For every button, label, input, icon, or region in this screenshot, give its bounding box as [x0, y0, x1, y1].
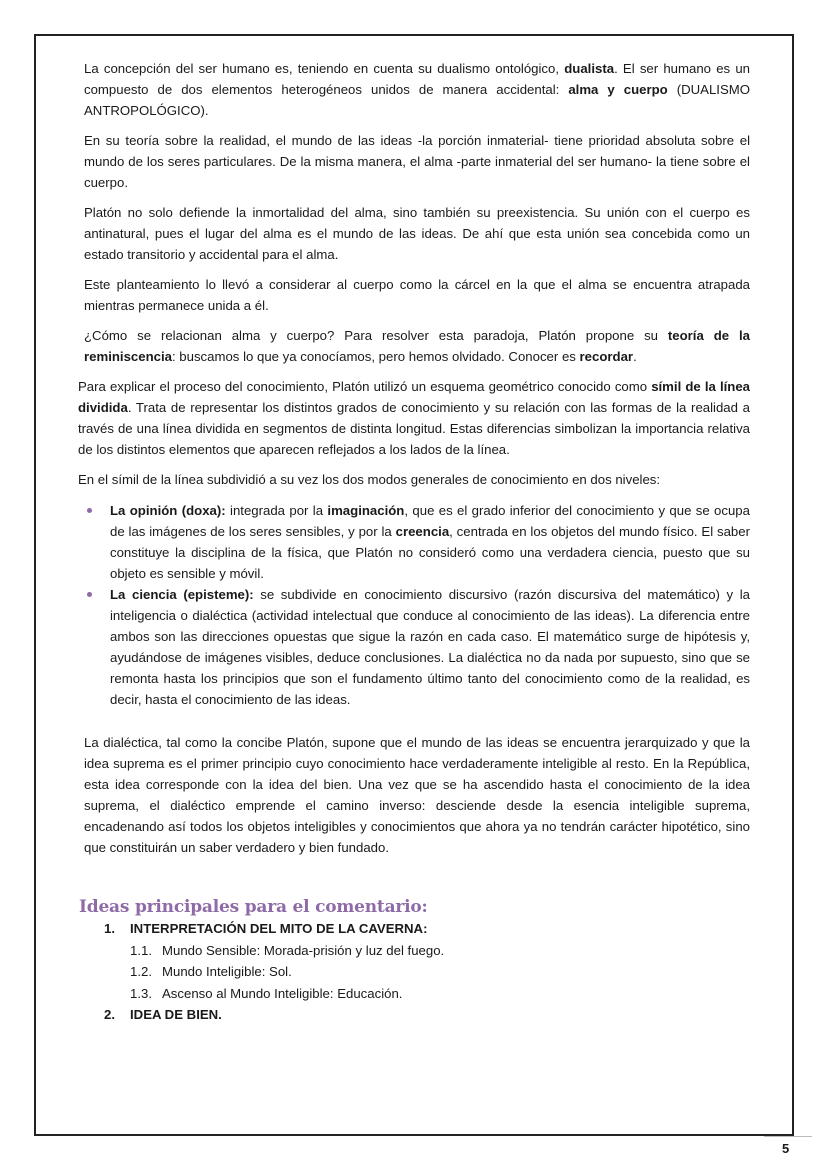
- outline-sublabel: Mundo Inteligible: Sol.: [162, 964, 292, 979]
- outline-number: 1.: [104, 921, 115, 936]
- outline-subitem: [104, 983, 444, 1005]
- outline-label: INTERPRETACIÓN DEL MITO DE LA CAVERNA:: [130, 921, 428, 936]
- dialectica-paragraph: [84, 732, 750, 867]
- outline-label: IDEA DE BIEN.: [130, 1007, 222, 1022]
- outline-list: [104, 918, 444, 1026]
- text-run: integrada por la: [225, 503, 328, 518]
- paragraph: [84, 274, 750, 316]
- knowledge-levels-list: [80, 500, 750, 710]
- paragraph: [84, 58, 750, 121]
- text-run: La concepción del ser humano es, teniendo en cuenta su dualismo ontológico,: [84, 61, 565, 76]
- outline-subnumber: 1.2.: [130, 964, 152, 979]
- bold-term: creencia: [395, 524, 450, 539]
- intro-paragraphs: [84, 58, 750, 376]
- bold-term: recordar: [579, 349, 634, 364]
- bold-term: teoría de la reminiscencia: [84, 328, 750, 364]
- text-run: .: [633, 349, 637, 364]
- outline-subitem: [104, 940, 444, 962]
- bold-term: símil de la línea dividida: [78, 379, 751, 415]
- bullet-icon: [87, 508, 92, 513]
- text-run: se subdivide en conocimiento discursivo (razón discursiva del matemático) y la inteligencia o dialéctica (actividad intelectual que conduce al conocimiento de las ideas). La diferencia entre ambos son las direcciones opuestas que sigue la razón en cada caso. El matemático surge de hipótesis y, ayudándose de imágenes visibles, deduce conclusiones. La dialéctica no da nada por supuesto, sino que se remonta hasta los principios que son el fundamento último tanto del conocimiento como de la realidad, es decir, hasta el conocimiento de las ideas.: [110, 587, 750, 707]
- text-run: Platón no solo defiende la inmortalidad del alma, sino también su preexistencia. Su unión con el cuerpo es antinatural, pues el lugar del alma es el mundo de las ideas. De ahí que esta unión sea concebida como un estado transitorio y accidental para el alma.: [84, 205, 750, 262]
- page-number: 5: [782, 1141, 790, 1156]
- bold-term: alma y cuerpo: [568, 82, 668, 97]
- outline-item: [104, 1004, 444, 1026]
- linea-dividida-paragraphs: [78, 376, 750, 499]
- outline-subnumber: 1.1.: [130, 942, 152, 958]
- outline-sublabel: Ascenso al Mundo Inteligible: Educación.: [162, 985, 403, 1001]
- outline-number: 2.: [104, 1007, 115, 1022]
- text-run: , centrada en los objetos del mundo físico. El saber constituye la disciplina de la física, que Platón no consideró como una verdadera ciencia, puesto que su objeto es sensible y móvil.: [110, 524, 750, 581]
- bullet-item: [80, 500, 750, 584]
- text-run: En su teoría sobre la realidad, el mundo de las ideas -la porción inmaterial- tiene prioridad absoluta sobre el mundo de los seres particulares. De la misma manera, el alma -parte inmaterial del ser humano- la tiene sobre el cuerpo.: [84, 133, 750, 190]
- text-run: : buscamos lo que ya conocíamos, pero hemos olvidado. Conocer es: [171, 349, 580, 364]
- outline-item: [104, 918, 444, 940]
- paragraph: [78, 376, 750, 460]
- outline-sublabel: Mundo Sensible: Morada-prisión y luz del fuego.: [162, 942, 445, 958]
- bold-term: La ciencia (episteme):: [110, 587, 254, 602]
- paragraph: [84, 202, 750, 265]
- bold-term: imaginación: [327, 503, 405, 518]
- closing-paragraph: La dialéctica, tal como la concibe Platón, supone que el mundo de las ideas se encuentra jerarquizado y que la idea suprema es el primer principio cuyo conocimiento hace verdaderamente inteligible al resto. En la República, esta idea corresponde con la idea del bien. Una vez que se ha ascendido hasta el conocimiento de la idea suprema, el dialéctico emprende el camino inverso: desciende desde la esencia inteligible suprema, encadenando así todos los objetos inteligibles y conocimientos que ahora ya no tendrán carácter hipotético, sino que constituirán un saber verdadero y bien fundado.: [84, 735, 750, 855]
- text-run: Para explicar el proceso del conocimiento, Platón utilizó un esquema geométrico conocido como: [78, 379, 652, 394]
- text-run: En el símil de la línea subdividió a su vez los dos modos generales de conocimiento en dos niveles:: [78, 472, 661, 487]
- bold-term: dualista: [564, 61, 615, 76]
- section-heading: Ideas principales para el comentario:: [79, 897, 428, 917]
- text-run: , que es el grado inferior del conocimiento y que se ocupa de las imágenes de los seres sensibles, y por la: [110, 503, 750, 539]
- text-run: Este planteamiento lo llevó a considerar al cuerpo como la cárcel en la que el alma se encuentra atrapada mientras permanece unida a él.: [84, 277, 750, 313]
- bullet-icon: [87, 592, 92, 597]
- outline-subnumber: 1.3.: [130, 985, 152, 1001]
- bold-term: La opinión (doxa):: [110, 503, 226, 518]
- paragraph: [84, 325, 750, 367]
- paragraph: [78, 469, 750, 490]
- paragraph: [84, 130, 750, 193]
- text-run: . Trata de representar los distintos grados de conocimiento y su relación con las formas de la realidad a través de una línea dividida en segmentos de distinta longitud. Estas diferencias simbolizan la importancia relativa de los distintos elementos que aparecen reflejados a los lados de la línea.: [78, 400, 750, 457]
- text-run: . El ser humano es un compuesto de dos elementos heterogéneos unidos de manera accidental:: [84, 61, 750, 97]
- text-run: (DUALISMO ANTROPOLÓGICO).: [84, 82, 751, 118]
- footer-rule: [764, 1136, 812, 1137]
- bullet-list: [80, 500, 750, 710]
- bullet-item: [80, 584, 750, 710]
- outline-subitem: [104, 961, 444, 983]
- text-run: ¿Cómo se relacionan alma y cuerpo? Para resolver esta paradoja, Platón propone su: [84, 328, 668, 343]
